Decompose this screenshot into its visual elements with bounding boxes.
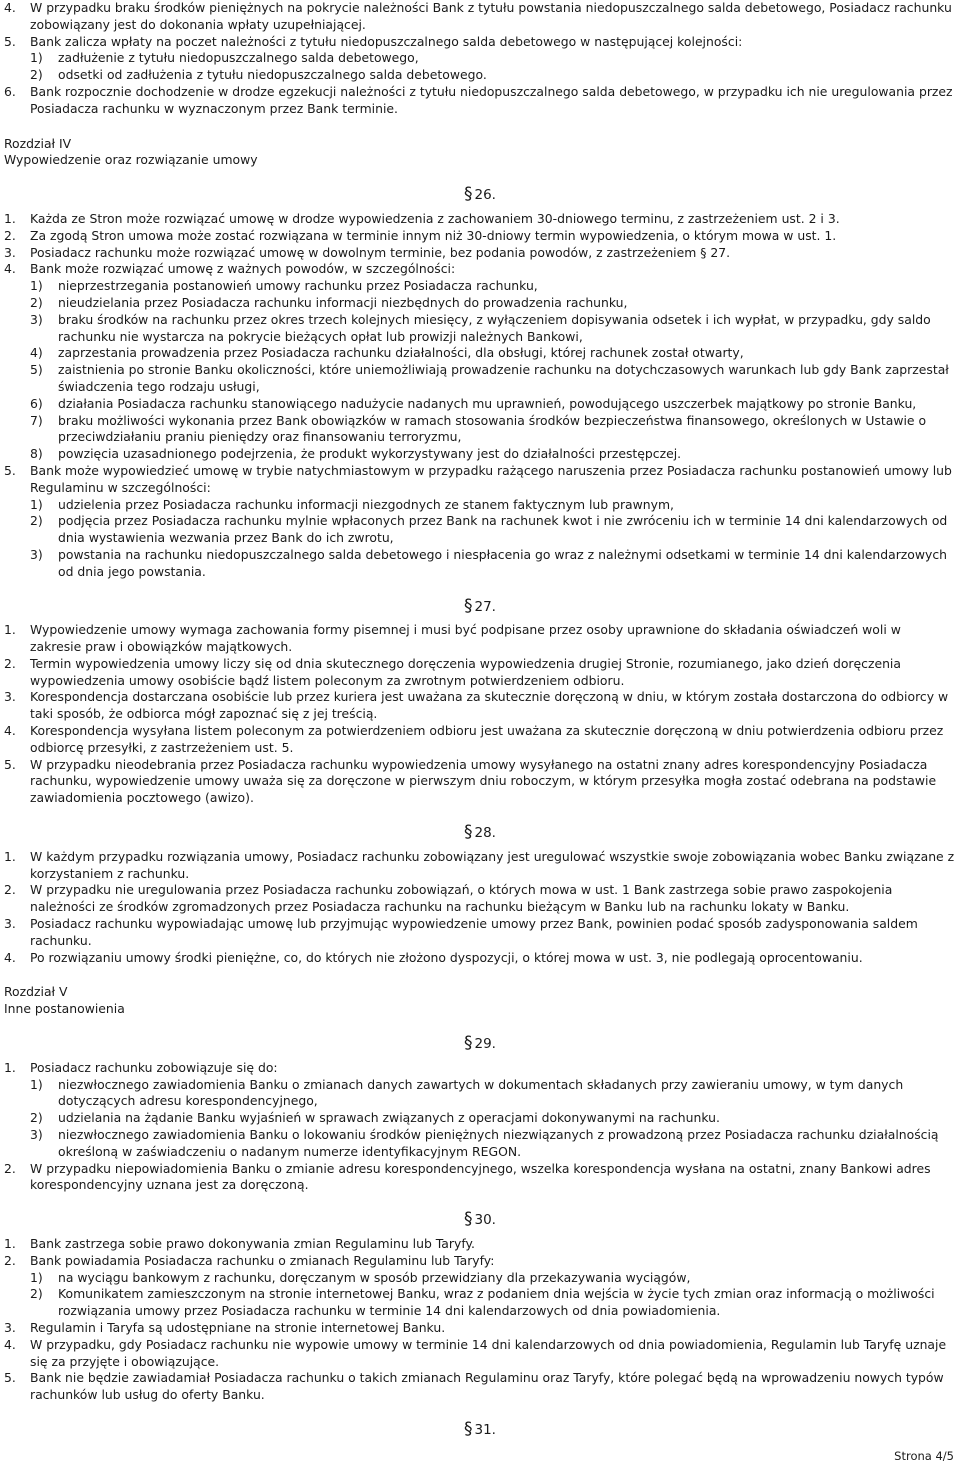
paragraph-text: Bank może wypowiedzieć umowę w trybie natychmiastowym w przypadku rażącego naruszenia przez Posiadacza rachunku postanowień umowy lub Regulaminu w szczególności: [30, 462, 952, 495]
chapter-title: Inne postanowienia [4, 1001, 125, 1017]
paragraph [4, 1236, 956, 1253]
list-item-number: 1) [30, 496, 43, 512]
list-item [4, 362, 956, 396]
paragraph-text: W przypadku, gdy Posiadacz rachunku nie wypowie umowy w terminie 14 dni kalendarzowych od dnia powiadomienia, Regulamin lub Taryfę uznaje się za przyjęte i obowiązujące. [30, 1336, 947, 1369]
paragraph-number: 1. [4, 1059, 16, 1075]
paragraph-text: Regulamin i Taryfa są udostępniane na stronie internetowej Banku. [30, 1319, 446, 1335]
list-item-text: braku możliwości wykonania przez Bank obowiązków w ramach stosowania środków bezpieczeństwa finansowego, określonych w Ustawie o przeciwdziałaniu praniu pieniędzy oraz finansowaniu terroryzmu, [58, 412, 927, 445]
section-heading [4, 1035, 956, 1053]
paragraph [4, 950, 956, 967]
list-item-number: 1) [30, 1076, 43, 1092]
paragraph-number: 2. [4, 882, 16, 898]
paragraph-text: W każdym przypadku rozwiązania umowy, Posiadacz rachunku zobowiązany jest uregulować wszystkie swoje zobowiązania wobec Banku związane z korzystaniem z rachunku. [30, 848, 955, 881]
paragraph-text: Bank zastrzega sobie prawo dokonywania zmian Regulaminu lub Taryfy. [30, 1236, 475, 1251]
list-item-number: 2) [30, 1286, 43, 1302]
list-item-text: udzielenia przez Posiadacza rachunku informacji niezgodnych ze stanem faktycznym lub prawnym, [58, 496, 674, 512]
list-item-text: Komunikatem zamieszczonym na stronie internetowej Banku, wraz z podaniem dnia wejścia w życie tych zmian oraz informacją o możliwości rozwiązania umowy przez Posiadacza rachunku w terminie 14 dni kalendarzowych od dnia powiadomienia. [58, 1286, 935, 1319]
section-symbol: § [464, 595, 473, 616]
list-item-text: nieudzielania przez Posiadacza rachunku informacji niezbędnych do prowadzenia rachunku, [58, 294, 628, 310]
paragraph [4, 261, 956, 278]
list-item-number: 1) [30, 1269, 43, 1285]
paragraph [4, 245, 956, 262]
paragraph-number: 5. [4, 1370, 16, 1386]
section-number: 31. [474, 1421, 496, 1438]
paragraph-number: 3. [4, 1319, 16, 1335]
paragraph-number: 1. [4, 210, 16, 226]
list-item [4, 312, 956, 346]
list-item-text: działania Posiadacza rachunku stanowiącego nadużycie nadanych mu uprawnień, powodującego uszczerbek majątkowy po stronie Banku, [58, 395, 917, 411]
list-item [4, 278, 956, 295]
list-item-text: nieprzestrzegania postanowień umowy rachunku przez Posiadacza rachunku, [58, 278, 538, 294]
paragraph-text: Termin wypowiedzenia umowy liczy się od dnia skutecznego doręczenia wypowiedzenia drugiej Stronie, rozumianego, jako dzień doręczenia wypowiedzenia umowy osobiście bądź listem poleconym za zwrotnym potwierdzeniem odbioru. [30, 655, 901, 688]
paragraph-number: 4. [4, 261, 16, 277]
section-heading [4, 824, 956, 842]
list-item-text: niezwłocznego zawiadomienia Banku o zmianach danych zawartych w dokumentach składanych przy zawieraniu umowy, w tym danych dotyczących adresu korespondencyjnego, [58, 1076, 904, 1109]
list-item-number: 3) [30, 1127, 43, 1143]
paragraph-number: 3. [4, 916, 16, 932]
paragraph [4, 1060, 956, 1077]
list-item [4, 547, 956, 581]
paragraph-number: 2. [4, 655, 16, 671]
paragraph [4, 1161, 956, 1195]
paragraph [4, 228, 956, 245]
list-item-text: niezwłocznego zawiadomienia Banku o lokowaniu środków pieniężnych niezwiązanych z prowadzoną przez Posiadacza rachunku działalnością określoną w zaświadczeniu o nadanym numerze identyfikacyjnym REGON. [58, 1127, 939, 1159]
section-number: 30. [474, 1212, 496, 1229]
paragraph [4, 1320, 956, 1337]
paragraph-text: W przypadku nieodebrania przez Posiadacza rachunku wypowiedzenia umowy wysyłanego na ostatni znany adres korespondencyjny Posiadacza rachunku, wypowiedzenie umowy uważa się za doręczone w pierwszym dniu roboczym, w którym przesyłka mogła zostać odebrana na podstawie zawiadomienia pocztowego (awizo). [30, 756, 937, 806]
list-item [4, 50, 956, 67]
list-item-number: 1) [30, 50, 43, 66]
paragraph [4, 463, 956, 497]
paragraph-text: Za zgodą Stron umowa może zostać rozwiązana w terminie innym niż 30-dniowy termin wypowiedzenia, o którym mowa w ust. 1. [30, 227, 837, 243]
paragraph-text: Bank może rozwiązać umowę z ważnych powodów, w szczególności: [30, 261, 456, 277]
paragraph-text: Posiadacz rachunku może rozwiązać umowę w dowolnym terminie, bez podania powodów, z zastrzeżeniem § 27. [30, 244, 731, 260]
list-item-number: 2) [30, 1110, 43, 1126]
list-item [4, 345, 956, 362]
list-item [4, 413, 956, 447]
list-item [4, 1110, 956, 1127]
section-symbol: § [464, 1209, 473, 1230]
paragraph-number: 2. [4, 1252, 16, 1268]
paragraph-text: Po rozwiązaniu umowy środki pieniężne, co, do których nie złożono dyspozycji, o której mowa w ust. 3, nie podlegają oprocentowaniu. [30, 949, 863, 965]
list-item-text: powstania na rachunku niedopuszczalnego salda debetowego i niespłacenia go wraz z należnymi odsetkami w terminie 14 dni kalendarzowych od dnia jego powstania. [58, 546, 948, 579]
list-item [4, 497, 956, 514]
paragraph-number: 4. [4, 949, 16, 965]
section-symbol: § [464, 184, 473, 205]
paragraph [4, 1253, 956, 1270]
paragraph-text: Korespondencja wysyłana listem poleconym za potwierdzeniem odbioru jest uważana za skutecznie doręczoną w dniu potwierdzenia odbioru przez odbiorcę przesyłki, z zastrzeżeniem ust. 5. [30, 723, 944, 755]
list-item-number: 2) [30, 513, 43, 529]
list-item-text: podjęcia przez Posiadacza rachunku mylnie wpłaconych przez Bank na rachunek kwot i nie zwróceniu ich w terminie 14 dni kalendarzowych od dnia wystawienia wezwania przez Bank do ich zwrotu, [58, 513, 948, 546]
section-number: 28. [474, 825, 496, 842]
list-item-number: 3) [30, 546, 43, 562]
paragraph-text: Bank zalicza wpłaty na poczet należności z tytułu niedopuszczalnego salda debetowego w następującej kolejności: [30, 33, 743, 49]
paragraph-number: 5. [4, 33, 16, 49]
list-item-number: 5) [30, 362, 43, 378]
paragraph-text: Posiadacz rachunku zobowiązuje się do: [30, 1059, 278, 1075]
list-item [4, 67, 956, 84]
section-heading [4, 595, 956, 616]
section-heading [4, 186, 956, 204]
paragraph-text: Bank powiadamia Posiadacza rachunku o zmianach Regulaminu lub Taryfy: [30, 1252, 495, 1268]
paragraph [4, 916, 956, 950]
section-heading [4, 1211, 956, 1229]
paragraph-number: 4. [4, 1336, 16, 1352]
paragraph-text: W przypadku nie uregulowania przez Posiadacza rachunku zobowiązań, o których mowa w ust. 1 Bank zastrzega sobie prawo zaspokojenia należności ze środków zgromadzonych przez Posiadacza rachunku na rachunku bieżącym w Banku lub na rachunku lokaty w Banku. [30, 882, 893, 915]
paragraph-number: 1. [4, 848, 16, 864]
list-item-text: zadłużenie z tytułu niedopuszczalnego salda debetowego, [58, 50, 419, 66]
paragraph-text: W przypadku niepowiadomienia Banku o zmianie adresu korespondencyjnego, wszelka korespondencja wysłana na ostatni, znany Bankowi adres korespondencyjny uznana jest za doręczoną. [30, 1160, 931, 1193]
list-item [4, 1077, 956, 1111]
paragraph-text: Bank nie będzie zawiadamiał Posiadacza rachunku o takich zmianach Regulaminu oraz Taryfy, które polegać będą na wprowadzeniu nowych typów rachunków lub usług do oferty Banku. [30, 1370, 944, 1403]
section-number: 27. [474, 598, 496, 615]
paragraph-number: 2. [4, 1160, 16, 1176]
paragraph [4, 849, 956, 883]
paragraph-number: 5. [4, 756, 16, 772]
paragraph-text: Wypowiedzenie umowy wymaga zachowania formy pisemnej i musi być podpisane przez osoby uprawnione do składania oświadczeń woli w zakresie praw i obowiązków majątkowych. [30, 622, 901, 655]
section-symbol: § [464, 1418, 473, 1439]
list-item [4, 1127, 956, 1161]
section-symbol: § [464, 822, 473, 843]
list-item [4, 446, 956, 463]
paragraph-number: 1. [4, 622, 16, 638]
paragraph-text: W przypadku braku środków pieniężnych na pokrycie należności Bank z tytułu powstania niedopuszczalnego salda debetowego, Posiadacz rachunku zobowiązany jest do dokonania wpłaty uzupełniającej. [30, 0, 952, 32]
list-item-text: zaprzestania prowadzenia przez Posiadacza rachunku działalności, dla obsługi, której rachunek został otwarty, [58, 345, 744, 361]
section-number: 26. [474, 187, 496, 204]
list-item-text: zaistnienia po stronie Banku okoliczności, które uniemożliwiają prowadzenie rachunku na dotychczasowych warunkach lub gdy Bank zaprzestał świadczenia tego rodzaju usługi, [58, 362, 949, 394]
paragraph-text: Korespondencja dostarczana osobiście lub przez kuriera jest uważana za skutecznie doręczoną w dniu, w którym została dostarczona do odbiorcy w taki sposób, że odbiorca mógł zapoznać się z jej treścią. [30, 689, 949, 722]
list-item-number: 4) [30, 345, 43, 361]
list-item [4, 513, 956, 547]
list-item-number: 1) [30, 278, 43, 294]
chapter-heading [4, 136, 956, 170]
paragraph [4, 882, 956, 916]
list-item-text: braku środków na rachunku przez okres trzech kolejnych miesięcy, z wyłączeniem dopisywania odsetek i ich wypłat, w przypadku, gdy saldo rachunku nie wystarcza na pokrycie bieżących opłat lub prowizji należnych Bankowi, [58, 311, 931, 344]
paragraph [4, 689, 956, 723]
chapter-number: Rozdział V [4, 984, 68, 1000]
section-heading [4, 1418, 956, 1439]
page-number: Strona 4/5 [894, 1449, 954, 1464]
paragraph-text: Każda ze Stron może rozwiązać umowę w drodze wypowiedzenia z zachowaniem 30-dniowego terminu, z zastrzeżeniem ust. 2 i 3. [30, 210, 840, 226]
paragraph-number: 4. [4, 0, 16, 15]
list-item [4, 1286, 956, 1320]
document-body [4, 0, 956, 1446]
section-number: 29. [474, 1036, 496, 1053]
list-item-number: 6) [30, 395, 43, 411]
list-item [4, 295, 956, 312]
chapter-number: Rozdział IV [4, 135, 72, 151]
paragraph [4, 622, 956, 656]
list-item [4, 1270, 956, 1287]
paragraph-number: 1. [4, 1236, 16, 1251]
paragraph [4, 0, 956, 34]
list-item-number: 2) [30, 67, 43, 83]
section-symbol: § [464, 1033, 473, 1054]
paragraph-number: 2. [4, 227, 16, 243]
paragraph-number: 5. [4, 462, 16, 478]
chapter-title: Wypowiedzenie oraz rozwiązanie umowy [4, 152, 258, 168]
paragraph [4, 656, 956, 690]
list-item-number: 8) [30, 446, 43, 462]
list-item-number: 2) [30, 294, 43, 310]
paragraph [4, 84, 956, 118]
paragraph [4, 211, 956, 228]
paragraph [4, 1370, 956, 1404]
paragraph-number: 3. [4, 244, 16, 260]
paragraph-text: Bank rozpocznie dochodzenie w drodze egzekucji należności z tytułu niedopuszczalnego salda debetowego, w przypadku ich nie uregulowania przez Posiadacza rachunku w wyznaczonym przez Bank terminie. [30, 83, 953, 116]
paragraph [4, 723, 956, 757]
chapter-heading [4, 984, 956, 1018]
list-item-text: na wyciągu bankowym z rachunku, doręczanym w sposób przewidziany dla przekazywania wyciągów, [58, 1269, 691, 1285]
paragraph [4, 34, 956, 51]
paragraph-text: Posiadacz rachunku wypowiadając umowę lub przyjmując wypowiedzenie umowy przez Bank, powinien podać sposób zadysponowania saldem rachunku. [30, 916, 918, 948]
list-item-text: odsetki od zadłużenia z tytułu niedopuszczalnego salda debetowego. [58, 67, 487, 83]
paragraph [4, 1337, 956, 1371]
paragraph-number: 6. [4, 83, 16, 99]
list-item [4, 396, 956, 413]
list-item-text: udzielania na żądanie Banku wyjaśnień w sprawach związanych z operacjami dokonywanymi na rachunku. [58, 1110, 720, 1126]
paragraph [4, 757, 956, 807]
paragraph-number: 3. [4, 689, 16, 705]
paragraph-number: 4. [4, 723, 16, 739]
list-item-text: powzięcia uzasadnionego podejrzenia, że produkt wykorzystywany jest do działalności przestępczej. [58, 446, 682, 462]
list-item-number: 7) [30, 412, 43, 428]
list-item-number: 3) [30, 311, 43, 327]
